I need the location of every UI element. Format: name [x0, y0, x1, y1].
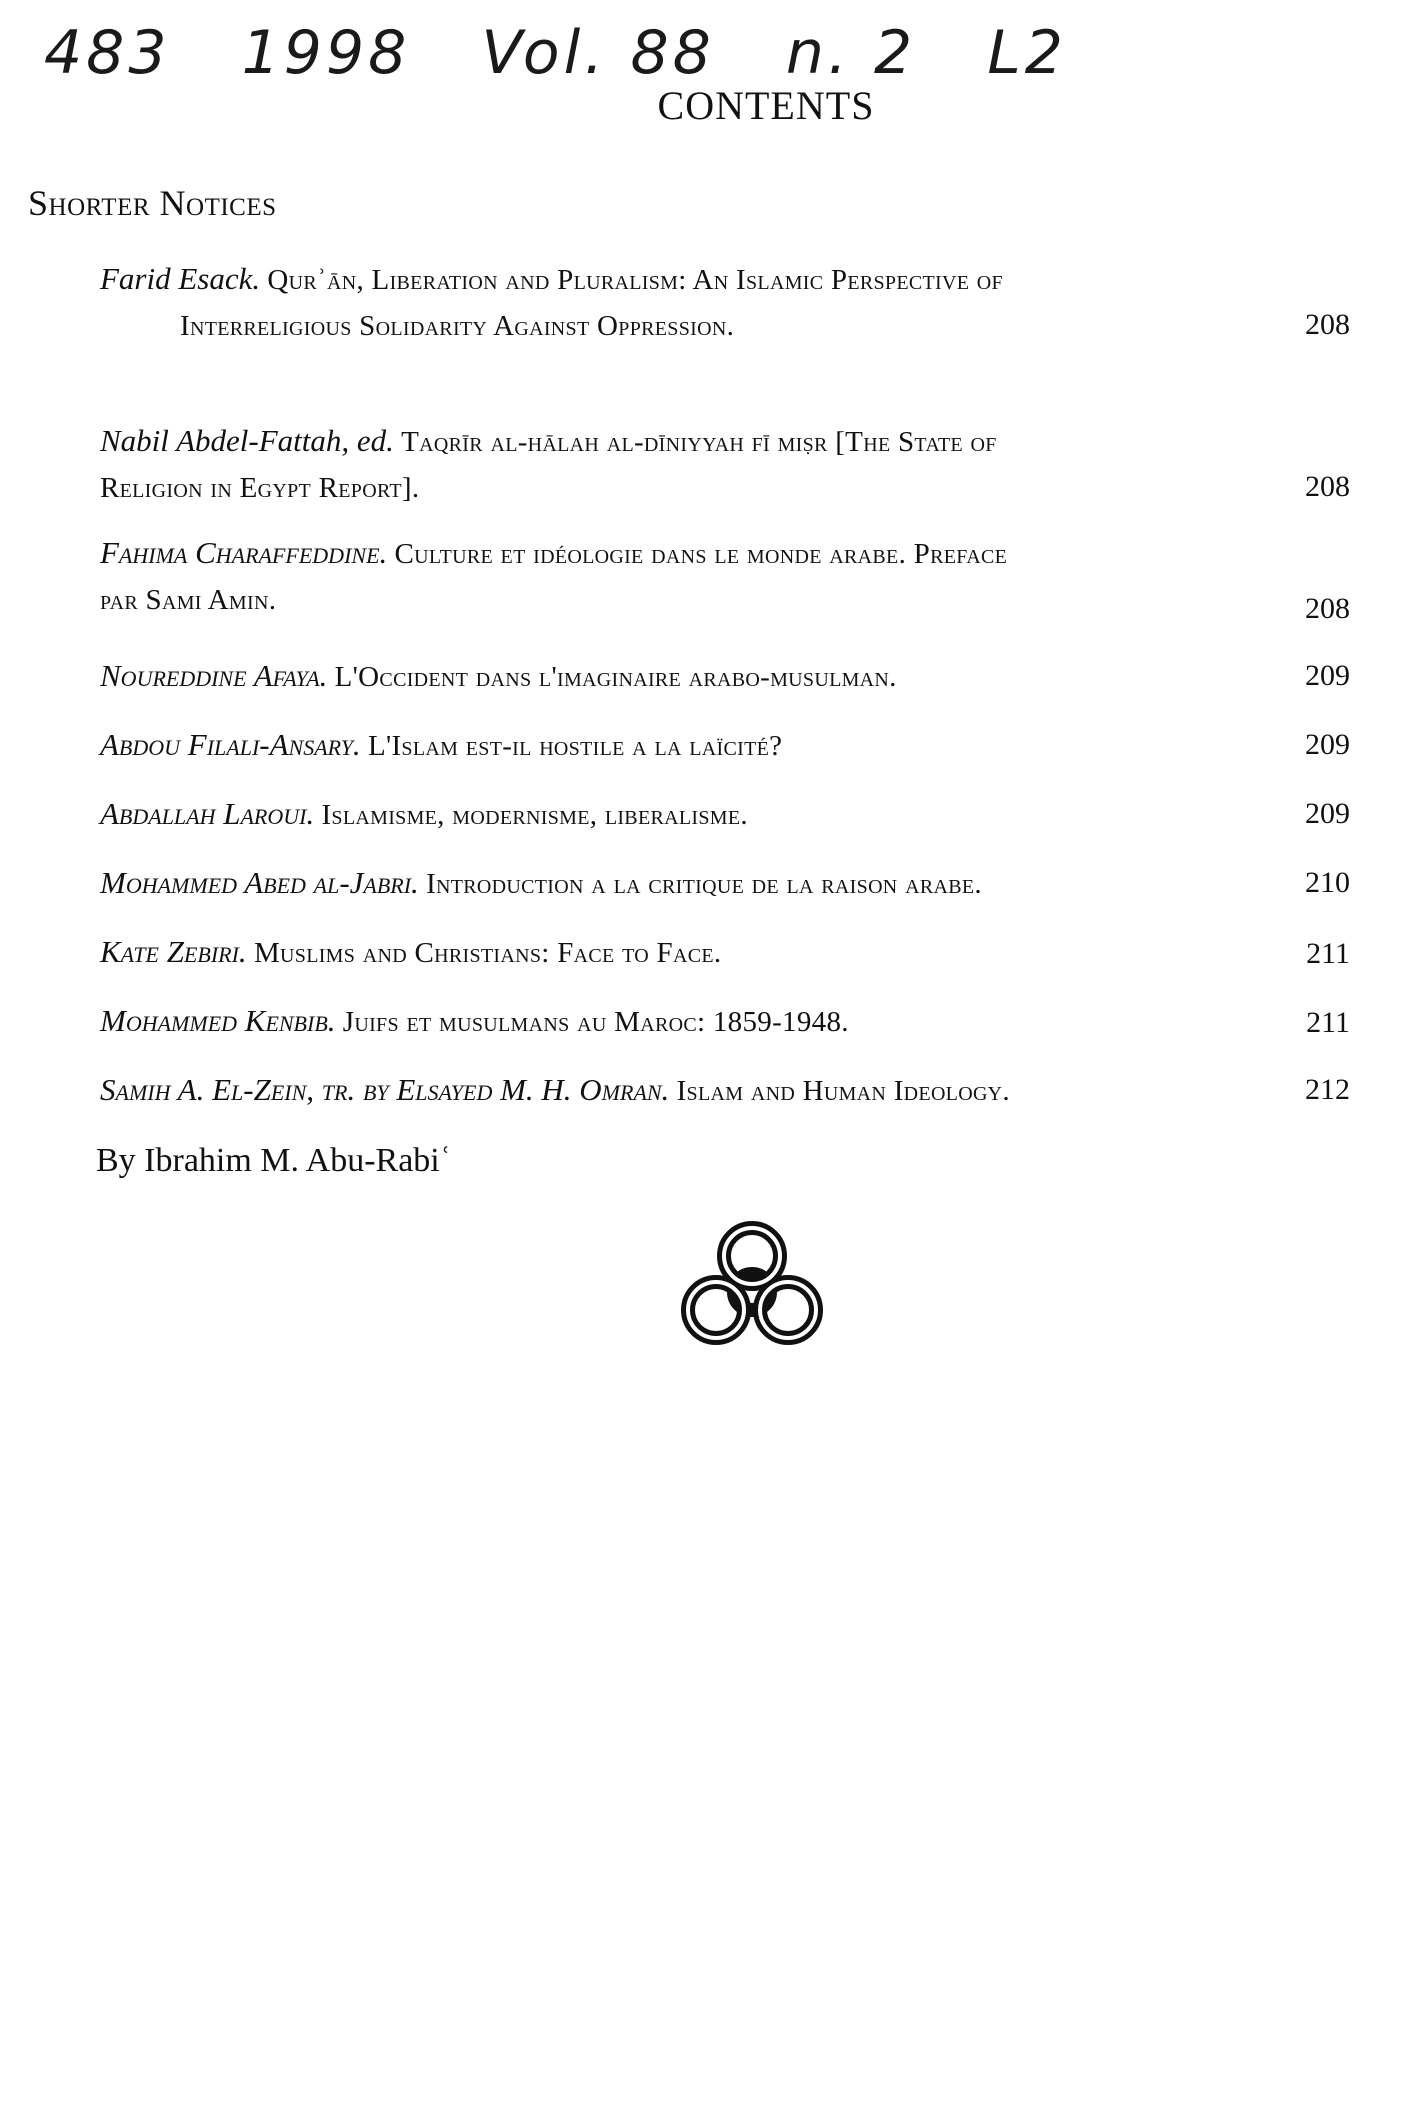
entry-title-continued: Interreligious Solidarity Against Oppression.	[180, 310, 735, 342]
entry-title-continued: par Sami Amin.	[100, 584, 277, 616]
entry-page-number: 209	[1305, 797, 1350, 830]
contents-entry	[100, 256, 1350, 349]
handwritten-number: n. 2	[785, 18, 917, 88]
entry-title: L'Islam est-il hostile a la laïcité?	[367, 730, 783, 762]
entry-page-number: 209	[1305, 659, 1350, 692]
entry-page-number: 211	[1306, 937, 1350, 970]
entry-title: Qurʾān, Liberation and Pluralism: An Islamic Perspective of	[267, 264, 1003, 296]
entry-author: Samih A. El-Zein, tr. by Elsayed M. H. Omran.	[100, 1072, 670, 1107]
contents-entry	[100, 418, 1350, 511]
entry-author: Mohammed Kenbib.	[100, 1003, 336, 1038]
entry-author: Abdallah Laroui.	[100, 796, 315, 831]
section-heading: Shorter Notices	[28, 183, 277, 223]
knot-ornament-icon	[672, 1214, 832, 1364]
byline: By Ibrahim M. Abu-Rabiʿ	[96, 1142, 452, 1179]
entry-author: Fahima Charaffeddine.	[100, 535, 388, 570]
handwritten-year: 1998	[241, 18, 411, 88]
entry-page-number: 212	[1305, 1073, 1350, 1106]
entry-title: Juifs et musulmans au Maroc: 1859-1948.	[342, 1006, 849, 1038]
entry-page-number: 211	[1306, 1006, 1350, 1039]
handwritten-volume: Vol. 88	[481, 18, 715, 88]
entry-page-number: 210	[1305, 866, 1350, 899]
contents-entry	[100, 860, 1350, 907]
entry-title-continued: Religion in Egypt Report].	[100, 472, 420, 504]
contents-entry	[100, 653, 1350, 700]
entry-page-number: 209	[1305, 728, 1350, 761]
entry-title: Taqrīr al-hālah al-dīniyyah fī miṣr [The State of	[401, 426, 997, 458]
entry-title: L'Occident dans l'imaginaire arabo-musulman.	[334, 661, 897, 693]
entry-page-number: 208	[1305, 470, 1350, 503]
entry-author: Abdou Filali-Ansary.	[100, 727, 361, 762]
entry-author: Kate Zebiri.	[100, 934, 247, 969]
contents-entry	[100, 929, 1350, 976]
entry-author: Mohammed Abed al-Jabri.	[100, 865, 419, 900]
entry-title: Islamisme, modernisme, liberalisme.	[321, 799, 748, 831]
handwritten-note	[44, 18, 1224, 88]
entry-title: Islam and Human Ideology.	[676, 1075, 1010, 1107]
entry-author: Nabil Abdel-Fattah, ed.	[100, 423, 394, 458]
page-title: CONTENTS	[657, 83, 875, 128]
entry-author: Farid Esack.	[100, 261, 261, 296]
contents-entry	[100, 722, 1350, 769]
contents-entry	[100, 791, 1350, 838]
entry-title: Culture et idéologie dans le monde arabe. Preface	[394, 538, 1008, 570]
contents-entry	[100, 530, 1350, 623]
entry-page-number: 208	[1305, 592, 1350, 625]
entry-author: Noureddine Afaya.	[100, 658, 328, 693]
entry-title: Muslims and Christians: Face to Face.	[253, 937, 722, 969]
handwritten-call-number: 483	[44, 18, 171, 88]
contents-entry	[100, 1067, 1350, 1114]
handwritten-code: L2	[987, 18, 1067, 88]
contents-entry	[100, 998, 1350, 1045]
entry-title: Introduction a la critique de la raison arabe.	[426, 868, 982, 900]
entry-page-number: 208	[1305, 308, 1350, 341]
